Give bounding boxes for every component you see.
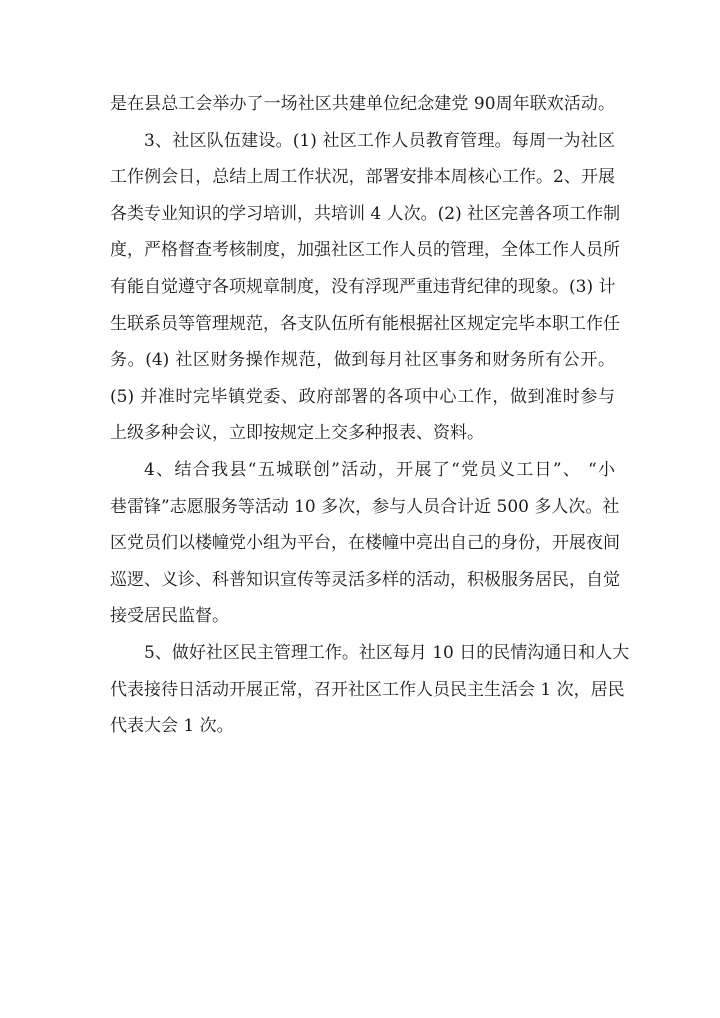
document-body [110, 86, 630, 745]
paragraph-line: 有能自觉遵守各项规章制度，没有浮现严重违背纪律的现象。(3) 计 [110, 276, 616, 297]
paragraph-line: 4、结合我县“五城联创”活动，开展了“党员义工日”、 “小 [144, 459, 615, 480]
paragraph-line: (5) 并准时完毕镇党委、政府部署的各项中心工作，做到准时参与 [110, 386, 615, 407]
paragraph-line: 工作例会日，总结上周工作状况，部署安排本周核心工作。2、开展 [110, 167, 615, 188]
paragraph-line: 代表接待日活动开展正常，召开社区工作人员民主生活会 1 次，居民 [110, 679, 625, 700]
paragraph-line: 5、做好社区民主管理工作。社区每月 10 日的民情沟通日和人大 [144, 642, 630, 663]
paragraph-line: 巡逻、义诊、科普知识宣传等灵活多样的活动，积极服务居民，自觉 [110, 569, 620, 590]
paragraph-line: 是在县总工会举办了一场社区共建单位纪念建党 90周年联欢活动。 [110, 94, 615, 114]
paragraph-line: 接受居民监督。 [110, 606, 229, 627]
paragraph-line: 度，严格督查考核制度，加强社区工作人员的管理，全体工作人员所 [110, 240, 620, 261]
paragraph-line: 巷雷锋”志愿服务等活动 10 多次，参与人员合计近 500 多人次。社 [110, 496, 620, 517]
paragraph-line: 代表大会 1 次。 [110, 716, 234, 737]
paragraph-line: 上级多种会议，立即按规定上交多种报表、资料。 [110, 423, 484, 444]
paragraph-line: 3、社区队伍建设。(1) 社区工作人员教育管理。每周一为社区 [144, 130, 615, 151]
paragraph-line: 各类专业知识的学习培训，共培训 4 人次。(2) 社区完善各项工作制 [110, 203, 621, 224]
paragraph-line: 区党员们以楼幢党小组为平台，在楼幢中亮出自己的身份，开展夜间 [110, 533, 620, 554]
paragraph-line: 务。(4) 社区财务操作规范，做到每月社区事务和财务所有公开。 [110, 350, 615, 371]
paragraph-line: 生联系员等管理规范，各支队伍所有能根据社区规定完毕本职工作任 [110, 313, 620, 334]
